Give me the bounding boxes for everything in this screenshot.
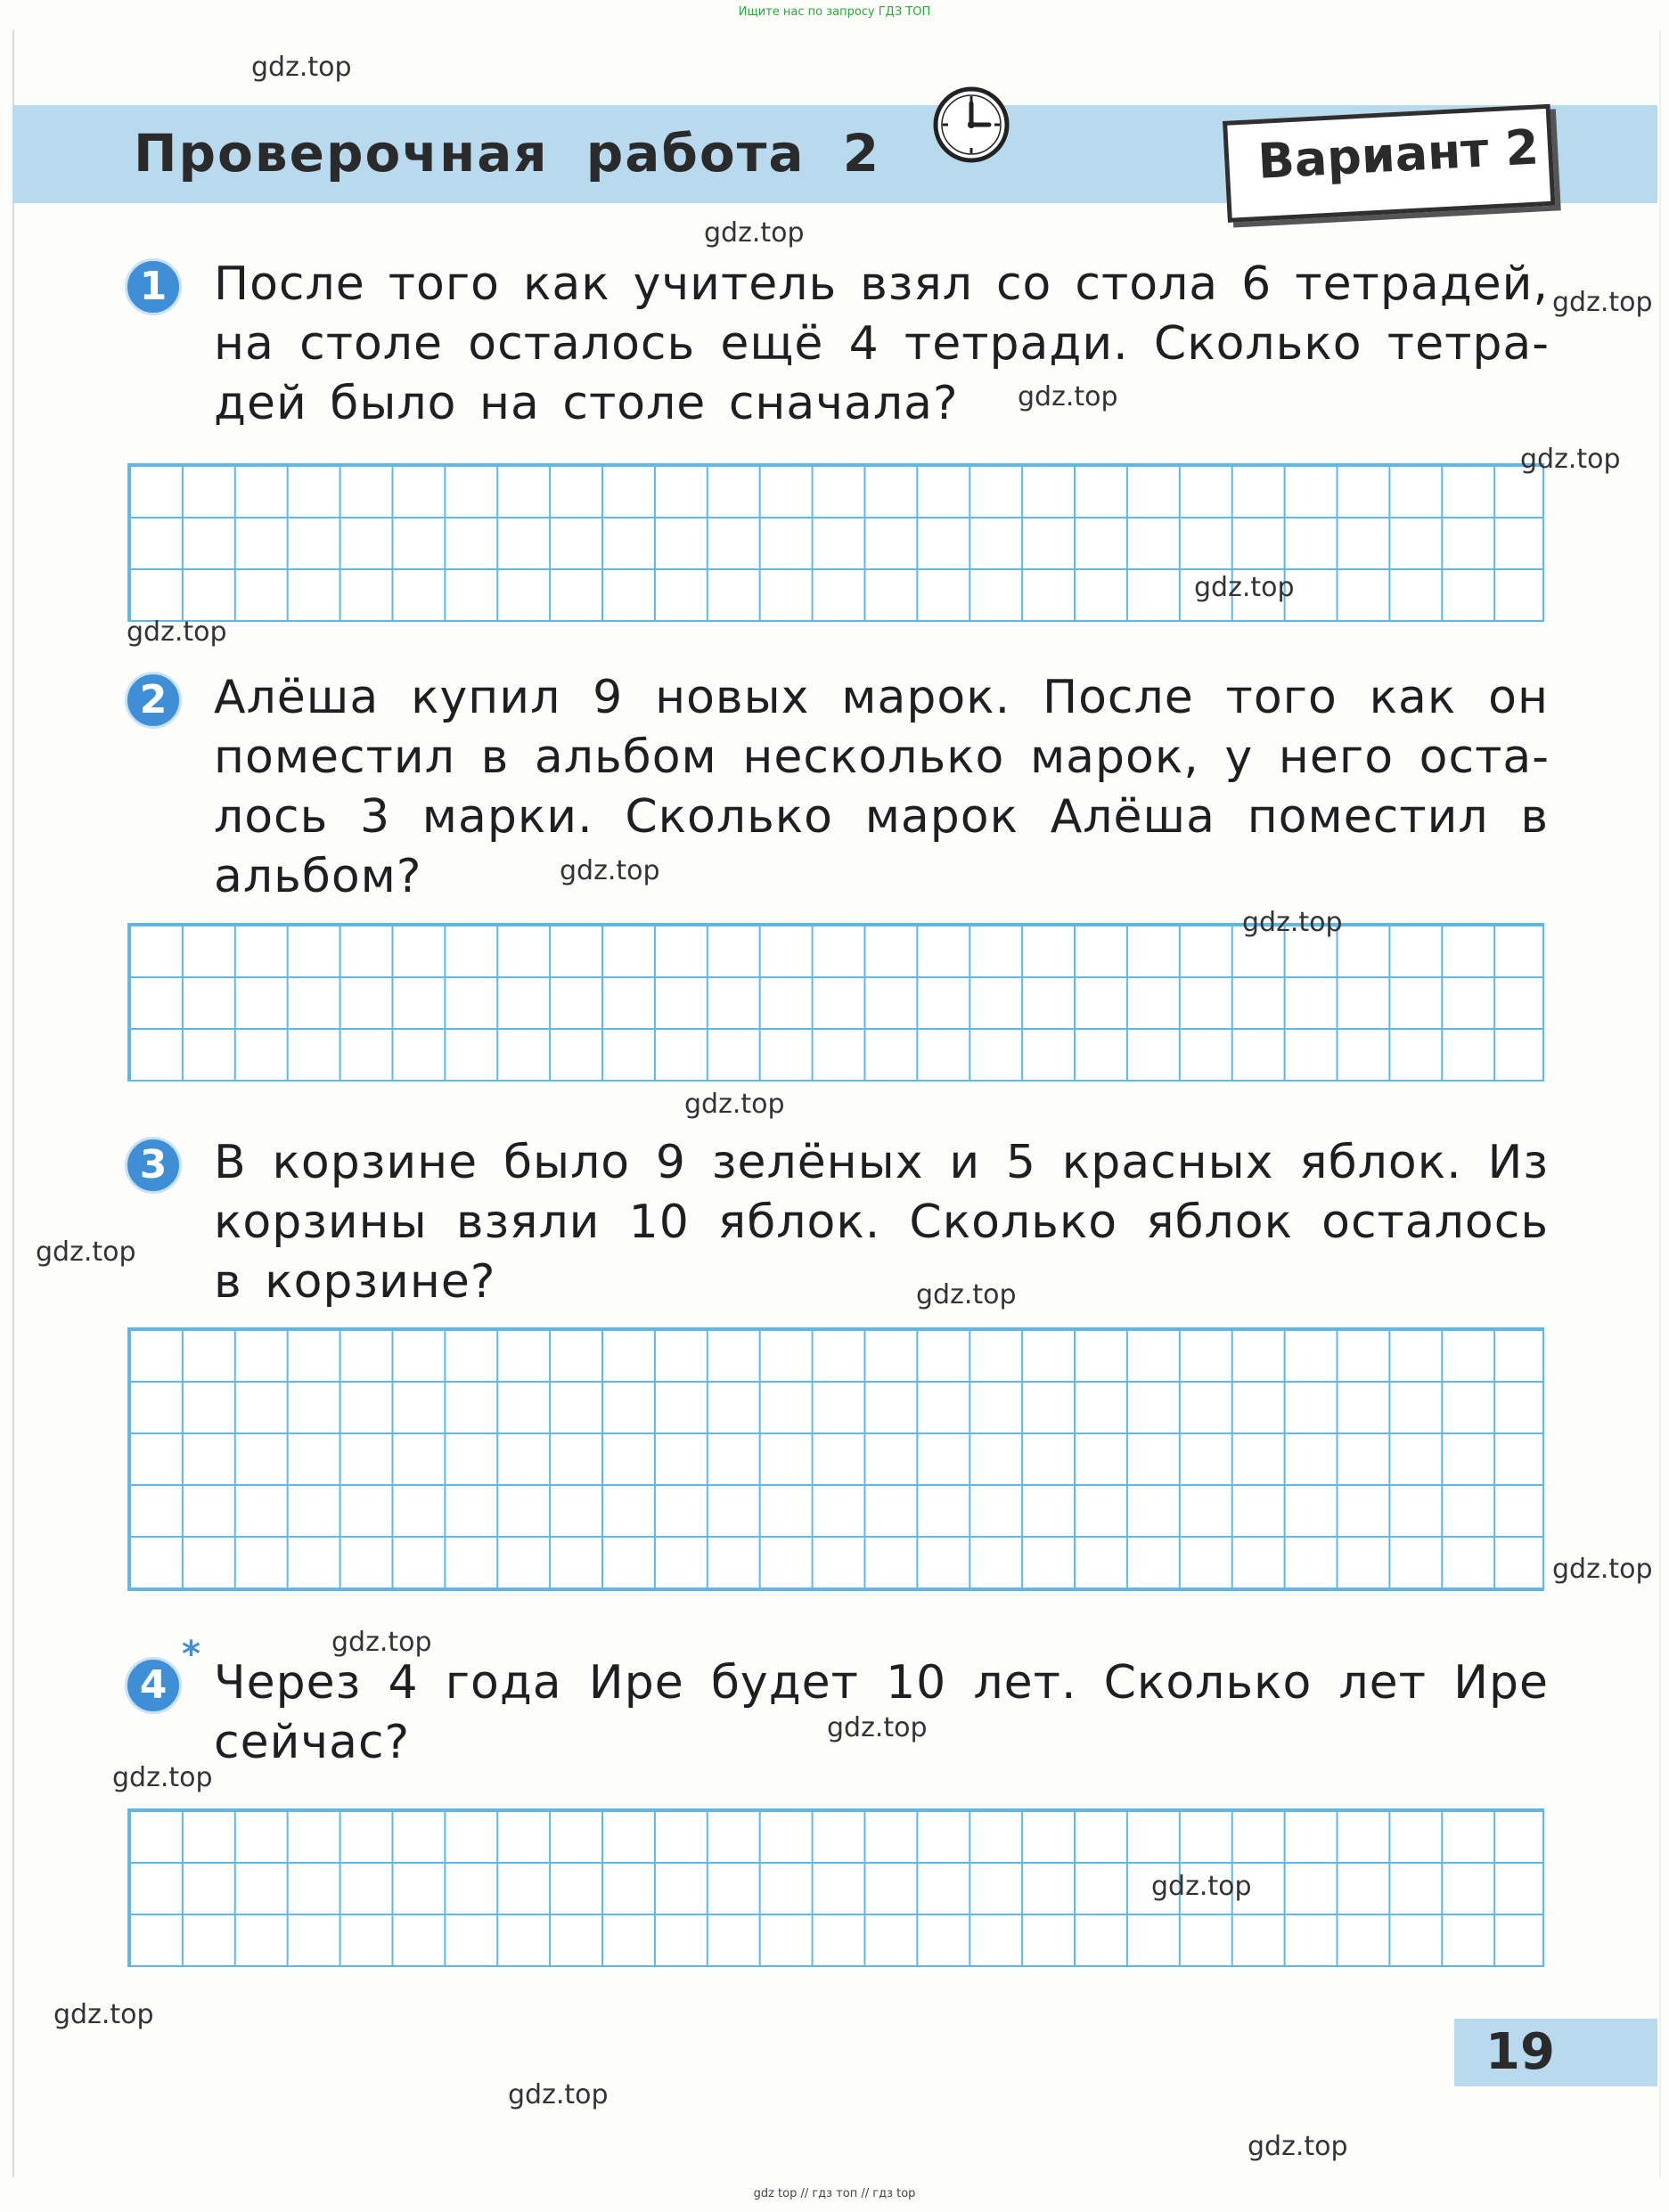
watermark: gdz.top	[1018, 381, 1118, 412]
watermark: gdz.top	[36, 1237, 136, 1268]
page-title: Проверочная работа 2	[134, 123, 881, 184]
task-star-icon: *	[182, 1634, 200, 1675]
watermark: gdz.top	[1248, 2131, 1348, 2162]
watermark: gdz.top	[508, 2079, 609, 2110]
task-number-1: 1	[125, 258, 182, 315]
watermark: gdz.top	[684, 1089, 785, 1120]
page-number: 19	[1485, 2023, 1555, 2081]
watermark: gdz.top	[1552, 1554, 1653, 1585]
watermark: gdz.top	[331, 1627, 432, 1658]
bottom-note: gdz top // гдз топ // гдз top	[753, 2187, 916, 2200]
task-number-2: 2	[125, 672, 182, 729]
watermark: gdz.top	[1552, 287, 1653, 318]
clock-icon	[932, 86, 1010, 164]
watermark: gdz.top	[251, 52, 352, 83]
answer-grid-3[interactable]	[127, 1327, 1544, 1591]
task-text-2: Алёша купил 9 новых марок. После того как он поместил в альбом несколько марок, у него осталось 3 марки. Сколько марок Алёша поместил в альбом?	[214, 671, 1549, 903]
watermark: gdz.top	[1194, 572, 1295, 603]
watermark: gdz.top	[112, 1762, 213, 1793]
watermark: gdz.top	[704, 217, 805, 249]
watermark: gdz.top	[53, 1999, 154, 2030]
watermark: gdz.top	[127, 616, 227, 648]
watermark: gdz.top	[1242, 907, 1343, 938]
watermark: gdz.top	[1151, 1871, 1252, 1902]
task-text-4: Через 4 года Ире будет 10 лет. Сколько лет Ире сейчас?	[214, 1656, 1549, 1769]
answer-grid-2[interactable]	[127, 923, 1544, 1082]
task-number-3: 3	[125, 1137, 182, 1194]
answer-grid-1[interactable]	[127, 463, 1544, 622]
task-text-1: После того как учитель взял со стола 6 тетрадей, на столе осталось ещё 4 тетради. Сколько тетрадей было на столе сначала?	[214, 257, 1549, 430]
top-note: Ищите нас по запросу ГДЗ ТОП	[738, 5, 931, 19]
variant-label: Вариант 2	[1256, 118, 1541, 190]
watermark: gdz.top	[916, 1279, 1017, 1310]
watermark: gdz.top	[827, 1712, 928, 1743]
answer-grid-4[interactable]	[127, 1808, 1544, 1967]
task-number-4: 4	[125, 1657, 182, 1714]
watermark: gdz.top	[1520, 444, 1621, 475]
watermark: gdz.top	[560, 855, 660, 886]
task-text-3: В корзине было 9 зелёных и 5 красных яблок. Из корзины взяли 10 яблок. Сколько яблок осталось в корзине?	[214, 1136, 1549, 1309]
